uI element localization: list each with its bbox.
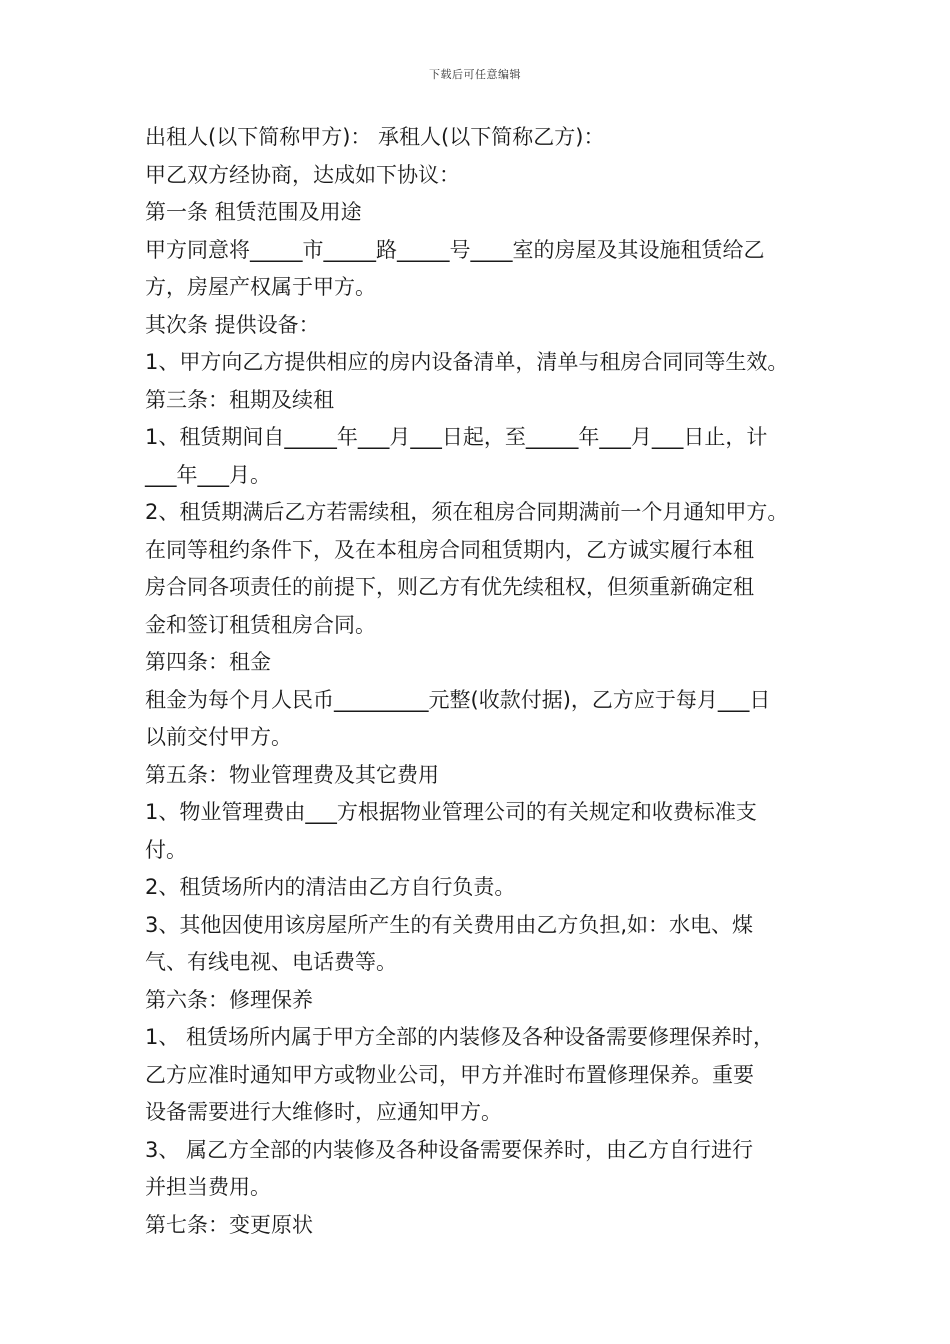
section-heading-4: 第四条：租金: [145, 650, 271, 674]
text-line: 2、租赁期满后乙方若需续租，须在租房合同期满前一个月通知甲方。: [145, 500, 789, 524]
text-line: 2、租赁场所内的清洁由乙方自行负责。: [145, 875, 516, 899]
section-heading-6: 第六条：修理保养: [145, 987, 313, 1012]
text-line: 房合同各项责任的前提下，则乙方有优先续租权，但须重新确定租: [145, 575, 754, 599]
text-line: 乙方应准时通知甲方或物业公司，甲方并准时布置修理保养。重要: [145, 1062, 754, 1087]
text-line: 租金为每个月人民币_________元整(收款付据)，乙方应于每月___日: [145, 687, 771, 712]
text-line: 甲方同意将_____市_____路_____号____室的房屋及其设施租赁给乙: [145, 237, 765, 262]
section-heading-2: 其次条 提供设备：: [145, 312, 320, 337]
text-line: 金和签订租赁租房合同。: [145, 612, 376, 637]
text-line: 1、甲方向乙方提供相应的房内设备清单，清单与租房合同同等生效。: [145, 350, 789, 374]
text-line: 方，房屋产权属于甲方。: [145, 275, 376, 299]
text-line: 3、其他因使用该房屋所产生的有关费用由乙方负担,如：水电、煤: [145, 912, 754, 937]
text-line: 3、 属乙方全部的内装修及各种设备需要保养时，由乙方自行进行: [145, 1137, 754, 1162]
text-line: 设备需要进行大维修时，应通知甲方。: [145, 1100, 502, 1124]
section-heading-7: 第七条：变更原状: [145, 1212, 313, 1237]
text-line: ___年___月。: [145, 462, 271, 487]
text-line: 在同等租约条件下，及在本租房合同租赁期内，乙方诚实履行本租: [145, 537, 754, 562]
contract-body: [145, 119, 835, 1244]
text-line: 付。: [145, 837, 187, 862]
text-line: 气、有线电视、电话费等。: [145, 950, 397, 974]
header-note: 下载后可任意编辑: [429, 68, 521, 81]
section-heading-1: 第一条 租赁范围及用途: [145, 200, 362, 224]
section-heading-3: 第三条：租期及续租: [145, 387, 334, 412]
text-line: 1、物业管理费由___方根据物业管理公司的有关规定和收费标准支: [145, 800, 757, 824]
text-line: 1、 租赁场所内属于甲方全部的内装修及各种设备需要修理保养时，: [145, 1025, 775, 1049]
text-line-parties: 出租人(以下简称甲方)： 承租人(以下简称乙方)：: [145, 125, 605, 149]
text-line-agreement-intro: 甲乙双方经协商，达成如下协议：: [145, 162, 460, 187]
text-line: 以前交付甲方。: [145, 725, 292, 749]
text-line: 并担当费用。: [145, 1175, 271, 1199]
text-line: 1、租赁期间自_____年___月___日起，至_____年___月___日止，计: [145, 425, 768, 449]
section-heading-5: 第五条：物业管理费及其它费用: [145, 762, 439, 787]
